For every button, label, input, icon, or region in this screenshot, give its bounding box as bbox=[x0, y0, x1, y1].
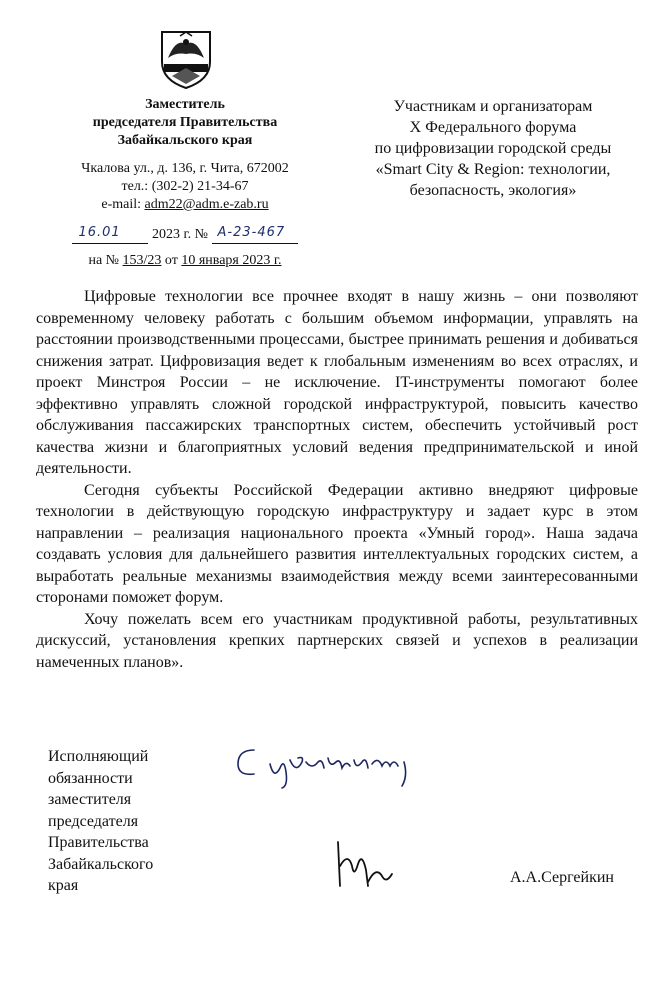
sender-block bbox=[60, 96, 310, 270]
signatory-title bbox=[48, 746, 198, 897]
handwritten-number: А-23-467 bbox=[217, 225, 286, 240]
recipient-line-3: по цифровизации городской среды bbox=[374, 140, 612, 157]
signatory-title-line: Правительства bbox=[48, 834, 149, 851]
ref-from: от bbox=[164, 253, 178, 268]
sender-title-line-1: Заместитель bbox=[145, 97, 225, 112]
number-field bbox=[212, 226, 298, 244]
signatory-title-line: обязанности bbox=[48, 769, 133, 787]
sender-title-line-2: председателя Правительства bbox=[92, 115, 278, 130]
ref-prefix: на № bbox=[88, 253, 120, 268]
body-paragraph: Хочу пожелать всем его участникам продуктивной работы, результативных дискуссий, установления крепких партнерских связей и успехов в реализации намеченных планов». bbox=[36, 610, 638, 671]
email-prefix: e-mail: bbox=[101, 197, 145, 212]
year-label: 2023 г. № bbox=[151, 227, 209, 242]
handwritten-date: 16.01 bbox=[78, 225, 121, 240]
recipient-line-1: Участникам и организаторам bbox=[393, 98, 593, 115]
coat-of-arms-icon bbox=[158, 28, 214, 90]
sender-email: adm22@adm.e-zab.ru bbox=[144, 197, 269, 212]
sender-address: Чкалова ул., д. 136, г. Чита, 672002 bbox=[81, 161, 289, 176]
sender-phone: тел.: (302-2) 21-34-67 bbox=[121, 179, 249, 194]
signatory-title-line: Исполняющий bbox=[48, 748, 149, 765]
sender-email-line bbox=[60, 196, 310, 214]
registration-line bbox=[60, 226, 310, 248]
handwritten-salutation bbox=[232, 740, 432, 790]
signatory-title-line: председателя bbox=[48, 812, 139, 830]
signatory-name: А.А.Сергейкин bbox=[510, 869, 614, 886]
signatory-title-line: заместителя bbox=[48, 791, 132, 808]
recipient-line-5: безопасность, экология» bbox=[409, 182, 577, 199]
reference-line bbox=[60, 252, 310, 270]
signatory-title-line: Забайкальского bbox=[48, 855, 154, 873]
handwritten-signature bbox=[328, 836, 400, 896]
date-field bbox=[72, 226, 148, 244]
body-paragraph: Цифровые технологии все прочнее входят в нашу жизнь – они позволяют современному человеку работать с большим объемом информации, управлять на расстоянии производственными процессами, быстрее принимать решения и добиваться снижения затрат. Цифровизация ведет к глобальным изменениям во всех отраслях, и проект Минстроя России – не исключение. IT-инструменты помогают более эффективно управлять сложной городской инфраструктурой, повысить качество обслуживания пассажирских транспортных систем, обеспечить устойчивый рост качества жизни и благоприятных условий ведения предпринимательской и иной деятельности. bbox=[36, 288, 638, 477]
recipient-line-2: X Федерального форума bbox=[409, 119, 577, 136]
signatory-title-line: края bbox=[48, 877, 79, 894]
body-paragraph: Сегодня субъекты Российской Федерации активно внедряют цифровые технологии в действующую городскую инфраструктуру и задает курс в этом направлении – реализация национального проекта «Умный город». Наша задача создавать условия для дальнейшего развития интеллектуальных городских систем, а выработать реальные механизмы взаимодействия между всеми заинтересованными сторонами поможет форум. bbox=[36, 481, 638, 606]
ref-number: 153/23 bbox=[122, 253, 162, 268]
ref-date: 10 января 2023 г. bbox=[181, 253, 282, 268]
letter-body bbox=[36, 286, 638, 673]
sender-title-line-3: Забайкальского края bbox=[117, 133, 253, 148]
recipient-line-4: «Smart City & Region: технологии, bbox=[375, 161, 611, 178]
recipient-block bbox=[348, 96, 638, 201]
